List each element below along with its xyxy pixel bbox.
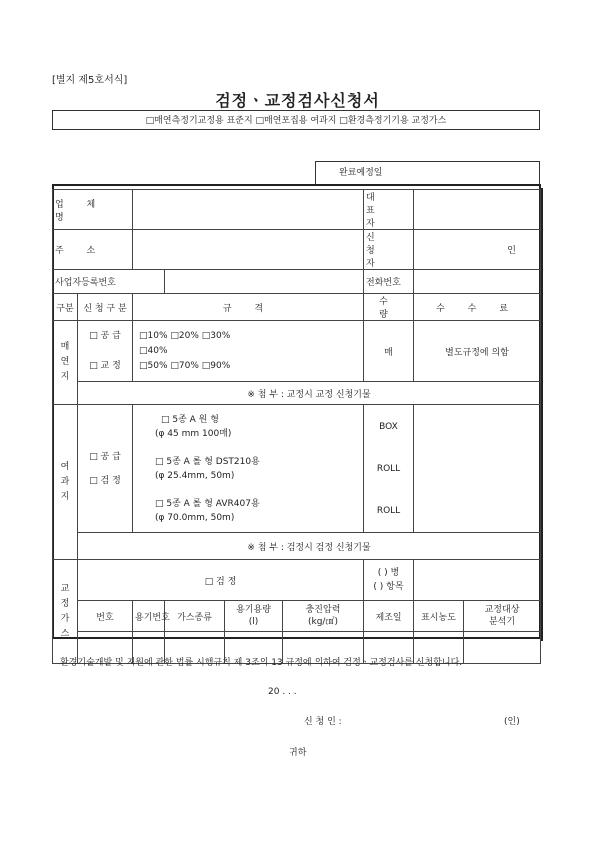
filter-item-3[interactable]: □ 5종 A 롤 형 AVR407용 (φ 70.0mm, 50m) bbox=[155, 498, 260, 523]
calibration-gas-label: 교 정 가 스 bbox=[53, 560, 78, 664]
address-field[interactable] bbox=[133, 230, 364, 270]
applicant-label: 신 청 자 bbox=[364, 230, 414, 270]
header-gubun: 구분 bbox=[53, 294, 78, 321]
form-title: 검정ㆍ교정검사신청서 bbox=[215, 91, 380, 110]
smoke-qty[interactable]: 매 bbox=[364, 321, 414, 382]
application-type-options[interactable]: □매연측정기교정용 표준지 □매연포집용 여과지 □환경측정기기용 교정가스 bbox=[52, 110, 540, 130]
smoke-fee: 별도규정에 의함 bbox=[414, 321, 541, 382]
smoke-spec-options[interactable] bbox=[133, 321, 364, 382]
filter-unit-1: BOX bbox=[379, 421, 398, 432]
business-number-field[interactable] bbox=[165, 270, 364, 294]
gas-item-qty[interactable]: ( ) 항목 bbox=[373, 582, 404, 592]
form-border-shadow bbox=[541, 188, 543, 641]
business-number-label: 사업자등록번호 bbox=[53, 270, 165, 294]
smoke-calibration-checkbox[interactable]: □ 교 정 bbox=[89, 361, 121, 371]
smoke-attachment-note: ※ 첨 부 : 교정시 교정 신청기물 bbox=[78, 382, 541, 405]
smoke-spec-row2[interactable]: □40% bbox=[139, 345, 168, 356]
phone-field[interactable] bbox=[414, 270, 541, 294]
filter-verify-checkbox[interactable]: □ 검 정 bbox=[89, 475, 121, 486]
gas-col-container-no: 용기번호 bbox=[133, 601, 165, 632]
filter-item-1[interactable]: □ 5종 A 원 형 (φ 45 mm 100매) bbox=[155, 414, 232, 439]
application-form-table bbox=[52, 189, 541, 664]
header-category: 신 청 구 분 bbox=[78, 294, 133, 321]
gas-bottle-qty[interactable]: ( ) 병 bbox=[377, 568, 400, 578]
filter-qty[interactable] bbox=[364, 405, 414, 533]
smoke-spec-row1[interactable]: □10% □20% □30% bbox=[139, 330, 231, 341]
gas-col-number: 번호 bbox=[78, 601, 133, 632]
form-number: [별지 제5호서식] bbox=[52, 75, 128, 86]
header-fee: 수 수 료 bbox=[414, 294, 541, 321]
declaration-text: 환경기술개발 및 지원에 관한 법률 시행규칙 제 3조의 13 규정에 의하여 검정ㆍ교정검사를 신청합니다. bbox=[60, 658, 463, 668]
gas-verify-checkbox[interactable]: □ 검 정 bbox=[78, 560, 364, 601]
smoke-paper-label: 매 연 지 bbox=[53, 321, 78, 405]
filter-paper-label: 여 과 지 bbox=[53, 405, 78, 560]
phone-label: 전화번호 bbox=[364, 270, 414, 294]
smoke-supply-checkbox[interactable]: □ 공 급 bbox=[89, 331, 121, 341]
filter-supply-checkbox[interactable]: □ 공 급 bbox=[89, 451, 121, 462]
gas-fee bbox=[414, 560, 541, 601]
filter-fee bbox=[414, 405, 541, 533]
gas-col-concentration: 표시농도 bbox=[414, 601, 464, 632]
smoke-spec-row3[interactable]: □50% □70% □90% bbox=[139, 360, 231, 371]
header-qty: 수 량 bbox=[364, 294, 414, 321]
applicant-field[interactable] bbox=[414, 230, 541, 270]
smoke-category[interactable] bbox=[78, 321, 133, 382]
representative-field[interactable] bbox=[414, 190, 541, 230]
filter-spec-options[interactable] bbox=[133, 405, 364, 533]
filter-category[interactable] bbox=[78, 405, 133, 533]
gas-col-analyzer: 교정대상 분석기 bbox=[464, 601, 541, 632]
filter-unit-3: ROLL bbox=[376, 505, 401, 516]
gas-qty[interactable] bbox=[364, 560, 414, 601]
header-spec: 규 격 bbox=[133, 294, 364, 321]
company-name-label: 업 체 명 bbox=[53, 190, 133, 230]
gas-col-capacity: 용기용량 (l) bbox=[225, 601, 283, 632]
seal-label: 인 bbox=[507, 246, 516, 256]
filter-item-2[interactable]: □ 5종 A 롤 형 DST210용 (φ 25.4mm, 50m) bbox=[155, 456, 260, 481]
filter-attachment-note: ※ 첨 부 : 검정시 검정 신청기물 bbox=[78, 533, 541, 560]
filter-unit-2: ROLL bbox=[376, 463, 401, 474]
signer-seal: (인) bbox=[504, 717, 520, 727]
completion-date-label: 완료예정일 bbox=[339, 168, 383, 178]
company-name-field[interactable] bbox=[133, 190, 364, 230]
addressee: 귀하 bbox=[289, 748, 307, 758]
gas-col-pressure: 충진압력 (kg/㎠) bbox=[283, 601, 364, 632]
signer-label: 신 청 인 : bbox=[304, 717, 342, 727]
gas-col-manufacture-date: 제조일 bbox=[364, 601, 414, 632]
completion-date-field[interactable] bbox=[315, 161, 540, 184]
address-label: 주 소 bbox=[53, 230, 133, 270]
representative-label: 대 표 자 bbox=[364, 190, 414, 230]
date-line[interactable]: 20 . . . bbox=[268, 687, 297, 697]
gas-col-gas-type: 가스종류 bbox=[165, 601, 225, 632]
